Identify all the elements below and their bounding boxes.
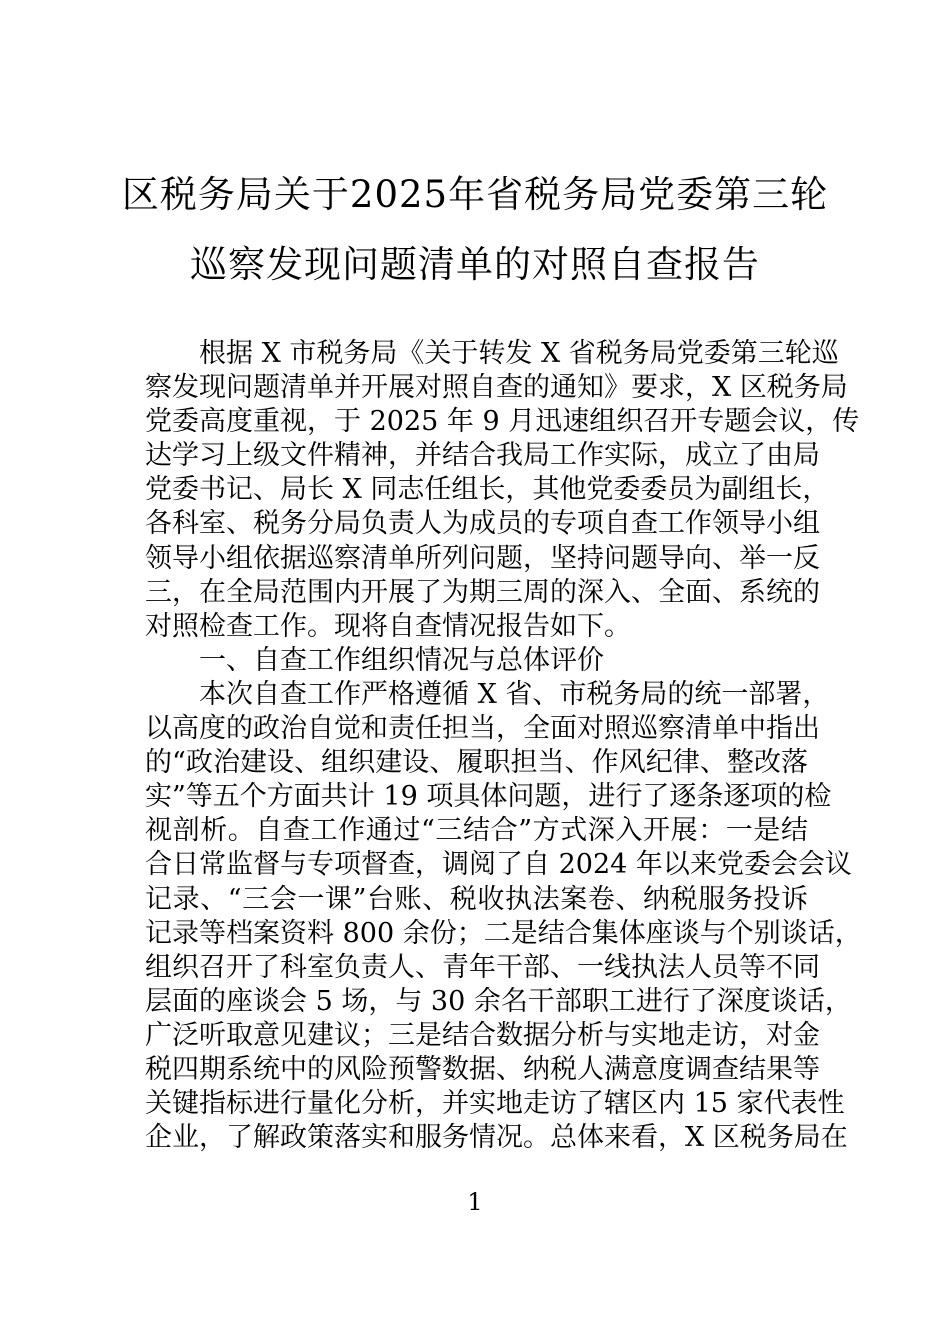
text-line: 税四期系统中的风险预警数据、纳税人满意度调查结果等 xyxy=(145,1053,820,1085)
text-line: 企业，了解政策落实和服务情况。总体来看，X 区税务局在 xyxy=(145,1122,848,1154)
text-line: 本次自查工作严格遵循 X 省、市税务局的统一部署， xyxy=(199,678,830,710)
text-line: 各科室、税务分局负责人为成员的专项自查工作领导小组 xyxy=(145,508,820,540)
section-heading-text: 一、自查工作组织情况与总体评价 xyxy=(199,644,604,676)
document-title-line-1: 区税务局关于2025年省税务局党委第三轮 xyxy=(121,173,829,216)
text-line: 实”等五个方面共计 19 项具体问题，进行了逐条逐项的检 xyxy=(145,781,832,813)
text-line: 视剖析。自查工作通过“三结合”方式深入开展：一是结 xyxy=(145,815,808,847)
text-line: 组织召开了科室负责人、青年干部、一线执法人员等不同 xyxy=(145,951,820,983)
text-line: 达学习上级文件精神，并结合我局工作实际，成立了由局 xyxy=(145,440,820,472)
text-line: 记录等档案资料 800 余份；二是结合集体座谈与个别谈话， xyxy=(145,917,862,949)
section-heading xyxy=(145,644,808,678)
text-line: 关键指标进行量化分析，并实地走访了辖区内 15 家代表性 xyxy=(145,1088,845,1120)
text-line: 层面的座谈会 5 场，与 30 余名干部职工进行了深度谈话， xyxy=(145,985,852,1017)
paragraph-intro xyxy=(145,337,860,644)
document-body xyxy=(145,337,862,1155)
text-line: 对照检查工作。现将自查情况报告如下。 xyxy=(145,610,631,642)
text-line: 合日常监督与专项督查，调阅了自 2024 年以来党委会会议 xyxy=(145,849,852,881)
text-line: 党委高度重视，于 2025 年 9 月迅速组织召开专题会议，传 xyxy=(145,406,860,438)
paragraph-section-1 xyxy=(145,678,862,1155)
text-line: 根据 X 市税务局《关于转发 X 省税务局党委第三轮巡 xyxy=(199,338,839,369)
text-line: 以高度的政治自觉和责任担当，全面对照巡察清单中指出 xyxy=(145,713,820,745)
text-line: 三，在全局范围内开展了为期三周的深入、全面、系统的 xyxy=(145,576,820,608)
document-title-line-2: 巡察发现问题清单的对照自查报告 xyxy=(190,243,760,286)
text-line: 党委书记、局长 X 同志任组长，其他党委委员为副组长， xyxy=(145,474,830,506)
page-number: 1 xyxy=(467,1188,483,1216)
text-line: 的“政治建设、组织建设、履职担当、作风纪律、整改落 xyxy=(145,747,808,779)
text-line: 察发现问题清单并开展对照自查的通知》要求，X 区税务局 xyxy=(145,372,848,404)
text-line: 广泛听取意见建议；三是结合数据分析与实地走访，对金 xyxy=(145,1019,820,1051)
text-line: 领导小组依据巡察清单所列问题，坚持问题导向、举一反 xyxy=(145,542,820,574)
text-line: 记录、“三会一课”台账、税收执法案卷、纳税服务投诉 xyxy=(145,883,808,915)
